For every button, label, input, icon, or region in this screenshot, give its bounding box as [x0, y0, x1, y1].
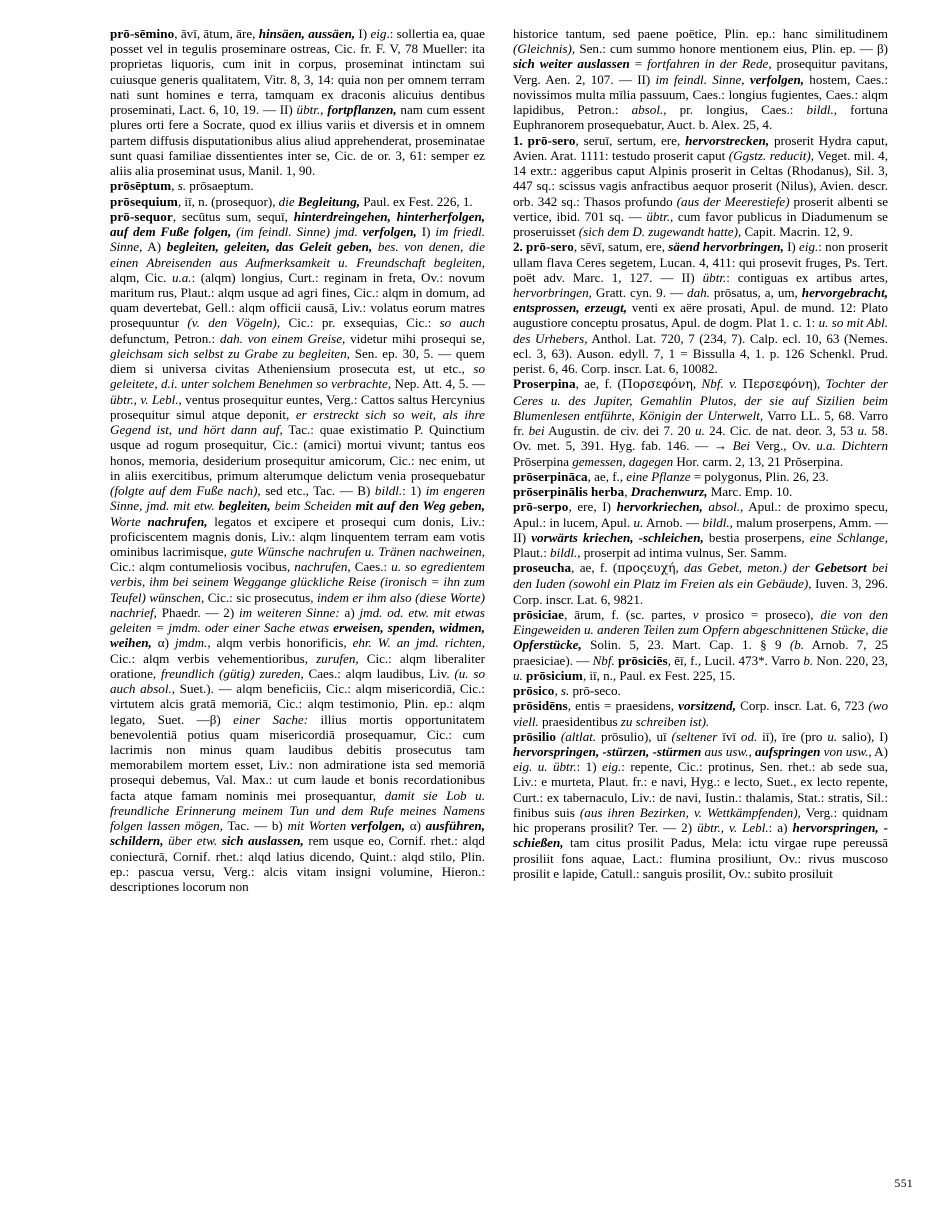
dictionary-entry: prōsequium, iī, n. (prosequor), die Begleitung, Paul. ex Fest. 226, 1.: [110, 193, 473, 209]
dictionary-entry: prōsilio (altlat. prōsulio), uī (seltener īvī od. iī), īre (pro u. salio), I) hervorspringen, -stürzen, -stürmen aus usw., aufspringen von usw., A) eig. u. übtr.: 1) eig.: repente, Cic.: protinus, Sen. rhet.: ab sede sua, Liv.: e murteta, Plaut. fr.: e navi, Hyg.: e lecto, Suet., ex lecto repente, Curt.: ex tabernaculo, Liv.: de navi, Iustin.: thalamis, Stat.: stratis, Sil.: finibus suis (aus ihren Bezirken, v. Wettkämpfenden), Verg.: quidnam hic properans prosilit? Ter. — 2) übtr., v. Lebl.: a) hervorspringen, -schießen, tam citus prosilit Padus, Mela: ictu virgae rupe pereussā prosiliit fons aquae, Lact.: flumina prosiliunt, Ov.: rivus muscoso prosilit e lapide, Catull.: sanguis prosilit, Ov.: subito prosiluit: [513, 728, 889, 881]
two-column-layout: [110, 26, 913, 894]
left-column: [110, 26, 499, 894]
dictionary-entry: prō-serpo, ere, I) hervorkriechen, absol., Apul.: de proximo specu, Apul.: in lucem, Apul. u. Arnob. — bildl., malum proserpens, Amm. — II) vorwärts kriechen, -schleichen, bestia proserpens, eine Schlange, Plaut.: bildl., proserpit ad intima vulnus, Ser. Samm.: [513, 499, 889, 560]
dictionary-entry: prō-sequor, secūtus sum, sequī, hinterdreingehen, hinterherfolgen, auf dem Fuße folgen, (im feindl. Sinne) jmd. verfolgen, I) im friedl. Sinne, A) begleiten, geleiten, das Geleit geben, bes. von denen, die einen Abreisenden aus Aufmerksamkeit u. Freundschaft begleiten, alqm, Cic. u.a.: (alqm) longius, Curt.: reginam in freta, Ov.: novum maritum rus, Plaut.: alqm usque ad agri fines, Cic.: alqm in domum, ad quam devertebat, Gell.: alqm officii causā, Liv.: volatus eorum matres prosequuntur (v. den Vögeln), Cic.: pr. exsequias, Cic.: so auch defunctum, Petron.: dah. von einem Greise, videtur mihi prosequi se, gleichsam sich selbst zu Grabe zu begleiten, Sen. ep. 30, 5. — quem diem si universa civitas Atheniensium prosecuta est, ut etc., so geleitete, d.i. unter solchem Benehmen so verbrachte, Nep. Att. 4, 5. — übtr., v. Lebl., ventus prosequitur euntes, Verg.: Cattos saltus Hercynius prosequitur simul atque deponit, er erstreckt sich so weit, als ihre Gegend ist, und hört dann auf, Tac.: quae existimatio P. Quinctium usque ad rogum prosequitur, Cic.: (amici) mortui vivunt; tantus eos honos, memoria, desiderium prosequitur amicorum, Cic.: nec enim, ut in aliis exercitibus, primum alterumque delictum venia prosequebatur (folgte auf dem Fuße nach), sed etc., Tac. — B) bildl.: 1) im engeren Sinne, jmd. mit etw. begleiten, beim Scheiden mit auf den Weg geben, Worte nachrufen, legatos et excipere et prosequi cum donis, Liv.: proficiscentem magnis donis, Liv.: alqm linquentem terram eam votis ominibus lacrimisque, gute Wünsche nachrufen u. Tränen nachweinen, Cic.: alqm contumeliosis vocibus, nachrufen, Caes.: u. so egredientem verbis, ihm bei seinem Weggange glückliche Reise (ironisch = ihn zum Teufel) wünschen, Cic.: sic prosecutus, indem er ihm also (diese Worte) nachrief, Phaedr. — 2) im weiteren Sinne: a) jmd. od. etw. mit etwas geleiten = jmdm. oder einer Sache etwas erweisen, spenden, widmen, weihen, α) jmdm., alqm verbis honorificis, ehr. W. an jmd. richten, Cic.: alqm verbis vehementioribus, zurufen, Cic.: alqm liberaliter oratione, freundlich (gütig) zureden, Caes.: alqm laudibus, Liv. (u. so auch absol., Suet.). — alqm beneficiis, Cic.: alqm misericordiā, Cic.: virtutem alcis gratā memoriā, Cic.: alqm testimonio, Plin. ep.: alqm legato, Suet. —β) einer Sache: illius mortis opportunitatem benevolentiā potius quam misericordiā prosequamur, Cic.: cum lacrimis non minus quam laudibus debitis prosecutus tam memorabilem mortem esset, Liv.: non admiratione ista sed memoriā prosequi debemus, Val. Max.: ut cum laude et bonis recordationibus facta atque famam nominis mei prosequantur, damit sie Lob u. freundliche Erinnerung meinem Tun und dem Rufe meines Namens folgen lassen mögen, Tac. — b) mit Worten verfolgen, α) ausführen, schildern, über etw. sich auslassen, rem usque eo, Cornif. rhet.: alqd coniecturā, Cornif. rhet.: alqd latius dicendo, Quint.: alqd stilo, Plin. ep.: pascua versu, Verg.: alcis vitam insigni volumine, Hieron.: descriptiones locorum non: [110, 208, 486, 895]
dictionary-entry: prōsiciae, ārum, f. (sc. partes, v prosico = proseco), die von den Eingeweiden u. anderen Teilen zum Opfern abgeschnittenen Stücke, die Opferstücke, Solin. 5, 23. Mart. Cap. 1. § 9 (b. Arnob. 7, 25 praesiciae). — Nbf. prōsiciēs, ēī, f., Lucil. 473*. Varro b. Non. 220, 23, u. prōsicium, iī, n., Paul. ex Fest. 225, 15.: [513, 606, 889, 683]
dictionary-entry: Proserpina, ae, f. (Πορσεφόνη, Nbf. v. Περσεφόνη), Tochter der Ceres u. des Jupiter, Gemahlin Plutos, der sie auf Sizilien beim Blumenlesen entführte, Königin der Unterwelt, Varro LL. 5, 68. Varro fr. bei Augustin. de civ. dei 7. 20 u. 24. Cic. de nat. deor. 3, 53 u. 58. Ov. met. 5, 391. Hyg. fab. 146. — → Bei Verg., Ov. u.a. Dichtern Prōserpina gemessen, dagegen Hor. carm. 2, 13, 21 Prŏserpina.: [513, 376, 889, 469]
dictionary-entry: prōsidēns, entis = praesidens, vorsitzend, Corp. inscr. Lat. 6, 723 (wo viell. praesidentibus zu schreiben ist).: [513, 698, 888, 729]
right-column: [499, 26, 888, 881]
dictionary-entry: prōserpinālis herba, Drachenwurz, Marc. Emp. 10.: [513, 484, 793, 500]
dictionary-entry-continuation: historice tantum, sed paene poëtice, Plin. ep.: hanc similitudinem (Gleichnis), Sen.: cum summo honore mentionem eius, Plin. ep. — β) sich weiter auslassen = fortfahren in der Rede, prosequitur pavitans, Verg. Aen. 2, 107. — II) im feindl. Sinne, verfolgen, hostem, Caes.: novissimos multa mīlia passuum, Caes.: longius fugientes, Caes.: alqm lapidibus, Petron.: absol., pr. longius, Caes.: bildl., fortuna Euphranorem prosequebatur, Auct. b. Alex. 25, 4.: [513, 26, 889, 133]
dictionary-entry: prōserpināca, ae, f., eine Pflanze = polygonus, Plin. 26, 23.: [513, 468, 829, 484]
dictionary-entry: prōsico, s. prō-seco.: [513, 683, 621, 699]
dictionary-entry: 2. prō-sero, sēvī, satum, ere, säend hervorbringen, I) eig.: non proserit ullam flava Ceres segetem, Lucan. 4, 411: qui prosevit fruges, Ps. Tert. poët adv. Marc. 1, 127. — II) übtr.: contiguas ex artibus artes, hervorbringen, Gratt. cyn. 9. — dah. prōsatus, a, um, hervorgebracht, entsprossen, erzeugt, venti ex aëre prosati, Apul. de mund. 12: Plato augustiore conceptu prosatus, Apul. de dogm. Plat 1. c. 1: u. so mit Abl. des Urhebers, Anthol. Lat. 720, 7 (234, 7). Calp. ecl. 10, 63 (Nemes. ecl. 3, 63). Auson. edyll. 7, 1 = Bissulla 4, 1. p. 126 Schenkl. Prud. perist. 6, 46. Corp. inscr. Lat. 6, 10082.: [513, 239, 889, 377]
page-number: 551: [894, 1178, 913, 1190]
dictionary-entry: proseucha, ae, f. (προςευχή, das Gebet, meton.) der Gebetsort bei den Iuden (sowohl ein Platz im Freien als ein Gebäude), Iuven. 3, 296. Corp. inscr. Lat. 6, 9821.: [513, 560, 888, 607]
dictionary-entry: 1. prō-sero, seruī, sertum, ere, hervorstrecken, proserit Hydra caput, Avien. Arat. 1111: testudo proserit caput (Ggstz. reducit), Veget. mil. 4, 14 extr.: aggeribus caput Alpinis proserit in Celtas (Rhodanus), Sil. 3, 447 sq.: scissus vagis anfractibus aequor proserit (Nilus), Avien. descr. orb. 342 sq.: Thasos profundo (aus der Meerestiefe) proserit albenti se vertice, ibid. 701 sq. — übtr., cum favor publicus in Diadumenum se proseruisset (sich dem D. zugewandt hatte), Capit. Macrin. 12, 9.: [513, 132, 889, 240]
dictionary-entry: prō-sēmino, āvī, ātum, āre, hinsäen, aussäen, I) eig.: sollertia ea, quae posset vel in tegulis proseminare ostreas, Cic. fr. F. V, 78 Mueller: ita proprietas liquoris, cum init in corpus, proseminat intinctam sui cuiusque generis qualitatem, Vitr. 8, 3, 14: quia non per omnem terram nati sunt homines e terra, tamquam ex draconis alicuius dentibus proseminati, Lact. 6, 10, 19. — II) übtr., fortpflanzen, nam cum essent plures orti fere a Socrate, quod ex illius variis et diversis et in omnem partem diffusis disputationibus alius aliud apprehenderat, proseminatae sunt quasi familiae dissentientes inter se, Cic. de or. 3, 61: semper ez aliis alia proseminat usus, Manil. 1, 90.: [110, 26, 485, 179]
dictionary-entry: prōsēptum, s. prōsaeptum.: [110, 178, 254, 194]
